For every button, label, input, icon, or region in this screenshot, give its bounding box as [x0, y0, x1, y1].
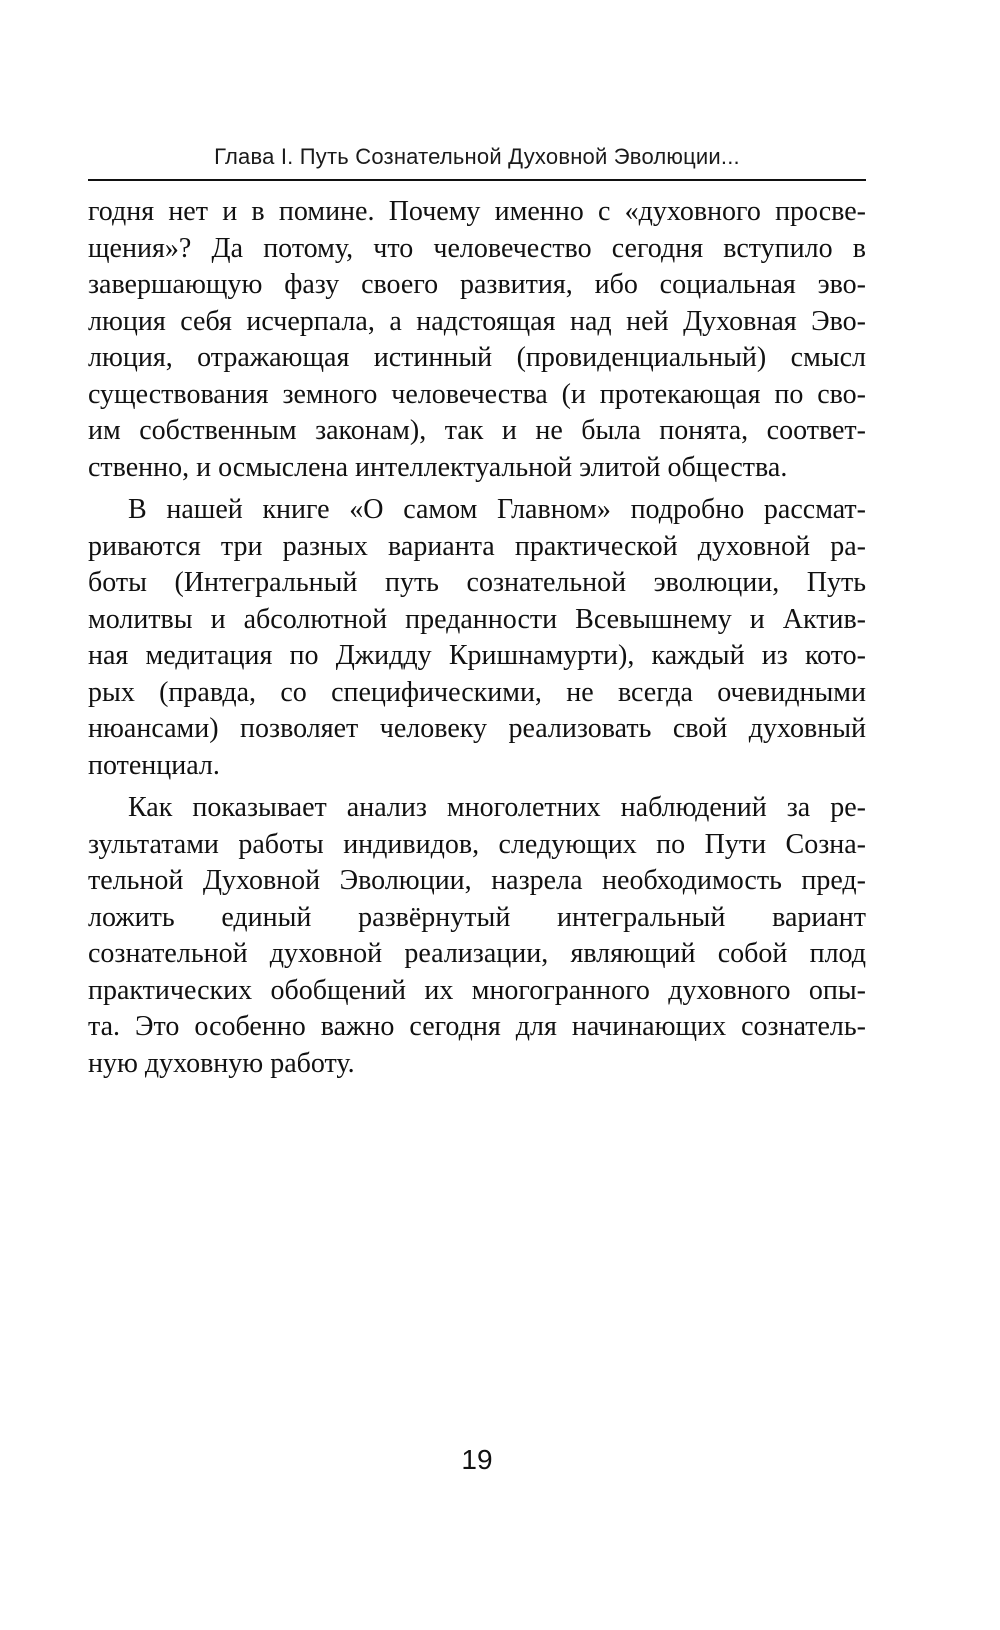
paragraph-3 — [88, 790, 866, 1082]
text-line: зультатами работы индивидов, следующих по Пути Созна- — [88, 828, 866, 860]
running-head: Глава I. Путь Сознательной Духовной Эволюции... — [214, 144, 740, 169]
text-line: сознательной духовной реализации, являющий собой плод — [88, 938, 866, 969]
paragraph-2 — [88, 492, 866, 784]
paragraph-1 — [88, 194, 866, 486]
text-line: нюансами) позволяет человеку реализовать свой духовный — [88, 713, 866, 744]
text-line: потенциал. — [88, 749, 220, 781]
text-line: им собственным законам), так и не была понята, соответ- — [88, 415, 866, 446]
text-line: ная медитация по Джидду Кришнамурти), каждый из кото- — [88, 640, 866, 671]
text-line: годня нет и в помине. Почему именно с «духовного просве- — [88, 196, 866, 227]
text-line: молитвы и абсолютной преданности Всевышнему и Актив- — [88, 603, 866, 635]
text-line: В нашей книге «О самом Главном» подробно рассмат- — [128, 494, 866, 525]
text-line: ственно, и осмыслена интеллектуальной элитой общества. — [88, 451, 788, 483]
text-line: ложить единый развёрнутый интегральный вариант — [88, 901, 866, 933]
text-line: Как показывает анализ многолетних наблюдений за ре- — [128, 792, 866, 823]
text-line: существования земного человечества (и протекающая по сво- — [88, 378, 866, 410]
text-line: ную духовную работу. — [88, 1047, 355, 1079]
text-line: завершающую фазу своего развития, ибо социальная эво- — [88, 269, 866, 300]
header-rule — [88, 179, 866, 181]
text-line: рых (правда, со специфическими, не всегда очевидными — [88, 676, 866, 708]
page-number: 19 — [461, 1444, 493, 1475]
text-line: боты (Интегральный путь сознательной эволюции, Путь — [88, 567, 866, 598]
text-line: та. Это особенно важно сегодня для начинающих сознатель- — [88, 1011, 866, 1042]
text-line: тельной Духовной Эволюции, назрела необходимость пред- — [88, 865, 866, 896]
text-line: риваются три разных варианта практической духовной ра- — [88, 530, 866, 562]
body-text — [88, 194, 866, 1082]
text-line: люция себя исчерпала, а надстоящая над ней Духовная Эво- — [88, 305, 866, 337]
text-line: щения»? Да потому, что человечество сегодня вступило в — [88, 232, 866, 264]
text-line: практических обобщений их многогранного духовного опы- — [88, 974, 866, 1006]
text-line: люция, отражающая истинный (провиденциальный) смысл — [88, 342, 866, 373]
